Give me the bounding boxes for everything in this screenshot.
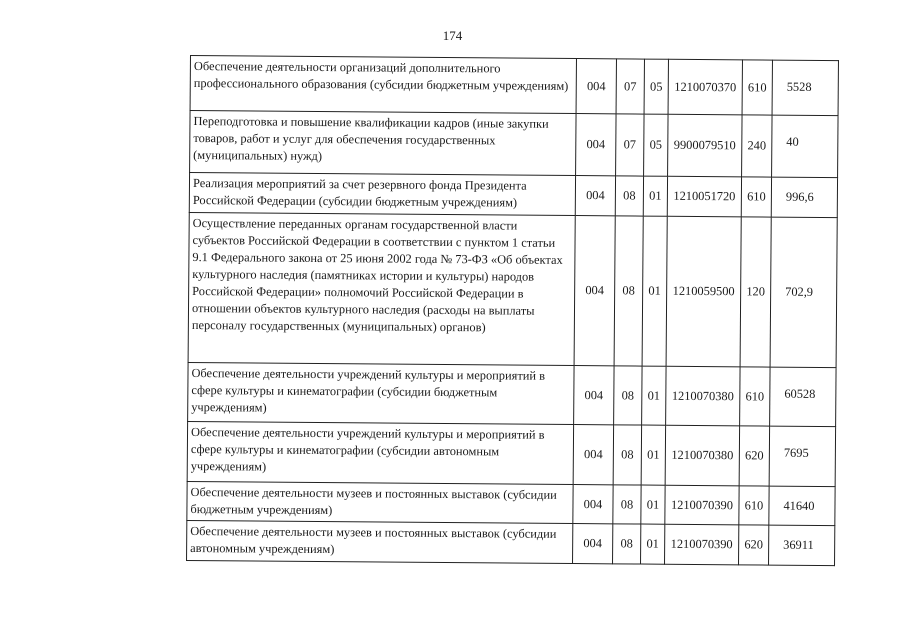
section-code: 08	[613, 425, 641, 485]
target-article-code: 1210051720	[667, 176, 741, 217]
section-code: 07	[616, 59, 644, 114]
amount-value: 996,6	[771, 177, 837, 218]
ministry-code: 004	[573, 425, 613, 485]
section-code: 08	[613, 524, 641, 564]
subsection-code: 01	[641, 425, 665, 485]
amount-value: 7695	[769, 426, 835, 487]
target-article-code: 1210070380	[665, 425, 739, 486]
budget-table	[186, 55, 839, 566]
ministry-code: 004	[573, 485, 613, 524]
target-article-code: 1210070380	[666, 366, 740, 426]
table-row	[188, 362, 836, 426]
subsection-code: 01	[641, 524, 665, 564]
amount-value: 40	[772, 115, 838, 178]
ministry-code: 004	[576, 59, 616, 114]
ministry-code: 004	[575, 176, 615, 216]
subsection-code: 05	[644, 114, 668, 176]
amount-value: 60528	[770, 367, 836, 427]
ministry-code: 004	[574, 366, 614, 425]
table-row	[190, 56, 838, 116]
target-article-code: 1210070370	[668, 59, 742, 115]
expense-type-code: 610	[741, 177, 771, 217]
table-row	[188, 212, 837, 367]
table-row	[187, 481, 835, 525]
target-article-code: 1210059500	[666, 216, 741, 367]
row-description: Обеспечение деятельности музеев и постоянных выставок (субсидии бюджетным учреждениям)	[187, 481, 573, 523]
subsection-code: 01	[642, 216, 667, 366]
row-description: Реализация мероприятий за счет резервного фонда Президента Российской Федерации (субсидии бюджетным учреждениям)	[189, 173, 575, 216]
ministry-code: 004	[573, 524, 613, 564]
amount-value: 36911	[769, 525, 835, 566]
table-row	[189, 173, 837, 218]
expense-type-code: 620	[739, 525, 769, 565]
section-code: 08	[613, 485, 641, 524]
expense-type-code: 610	[739, 486, 769, 525]
ministry-code: 004	[574, 216, 615, 366]
ministry-code: 004	[576, 114, 616, 176]
subsection-code: 01	[642, 366, 666, 425]
row-description: Обеспечение деятельности организаций дополнительного профессионального образования (субсидии бюджетным учреждениям)	[190, 56, 576, 114]
page-number: 174	[442, 28, 463, 43]
expense-type-code: 610	[742, 60, 772, 115]
section-code: 07	[616, 114, 644, 176]
subsection-code: 01	[641, 485, 665, 524]
subsection-code: 05	[644, 59, 668, 114]
expense-type-code: 120	[740, 217, 771, 367]
expense-type-code: 240	[742, 115, 772, 177]
table-row	[187, 520, 835, 565]
row-description: Обеспечение деятельности музеев и постоянных выставок (субсидии автономным учреждениям)	[187, 520, 573, 563]
target-article-code: 1210070390	[665, 485, 739, 525]
amount-value: 5528	[772, 60, 838, 116]
amount-value: 702,9	[770, 217, 837, 368]
table-row	[190, 111, 838, 178]
table-row	[187, 421, 835, 486]
section-code: 08	[614, 366, 642, 425]
row-description: Переподготовка и повышение квалификации кадров (иные закупки товаров, работ и услуг для обеспечения государственных (муниципальных) нужд)	[190, 111, 576, 176]
target-article-code: 1210070390	[665, 524, 739, 565]
row-description: Осуществление переданных органам государственной власти субъектов Российской Федерации в соответствии с пунктом 1 статьи 9.1 Федерального закона от 25 июня 2002 года № 73-ФЗ «Об объектах культурного наследия (памятниках истории и культуры) народов Российской Федерации» полномочий Российской Федерации в отношении объектов культурного наследия (расходы на выплаты персоналу государственных (муниципальных) органов)	[188, 212, 575, 365]
expense-type-code: 620	[739, 426, 769, 486]
section-code: 08	[614, 216, 643, 366]
amount-value: 41640	[769, 486, 835, 526]
target-article-code: 9900079510	[668, 114, 742, 177]
row-description: Обеспечение деятельности учреждений культуры и мероприятий в сфере культуры и кинематографии (субсидии автономным учреждениям)	[187, 421, 573, 484]
expense-type-code: 610	[740, 367, 770, 426]
section-code: 08	[615, 176, 643, 216]
subsection-code: 01	[643, 176, 667, 216]
row-description: Обеспечение деятельности учреждений культуры и мероприятий в сфере культуры и кинематографии (субсидии бюджетным учреждениям)	[188, 362, 574, 424]
